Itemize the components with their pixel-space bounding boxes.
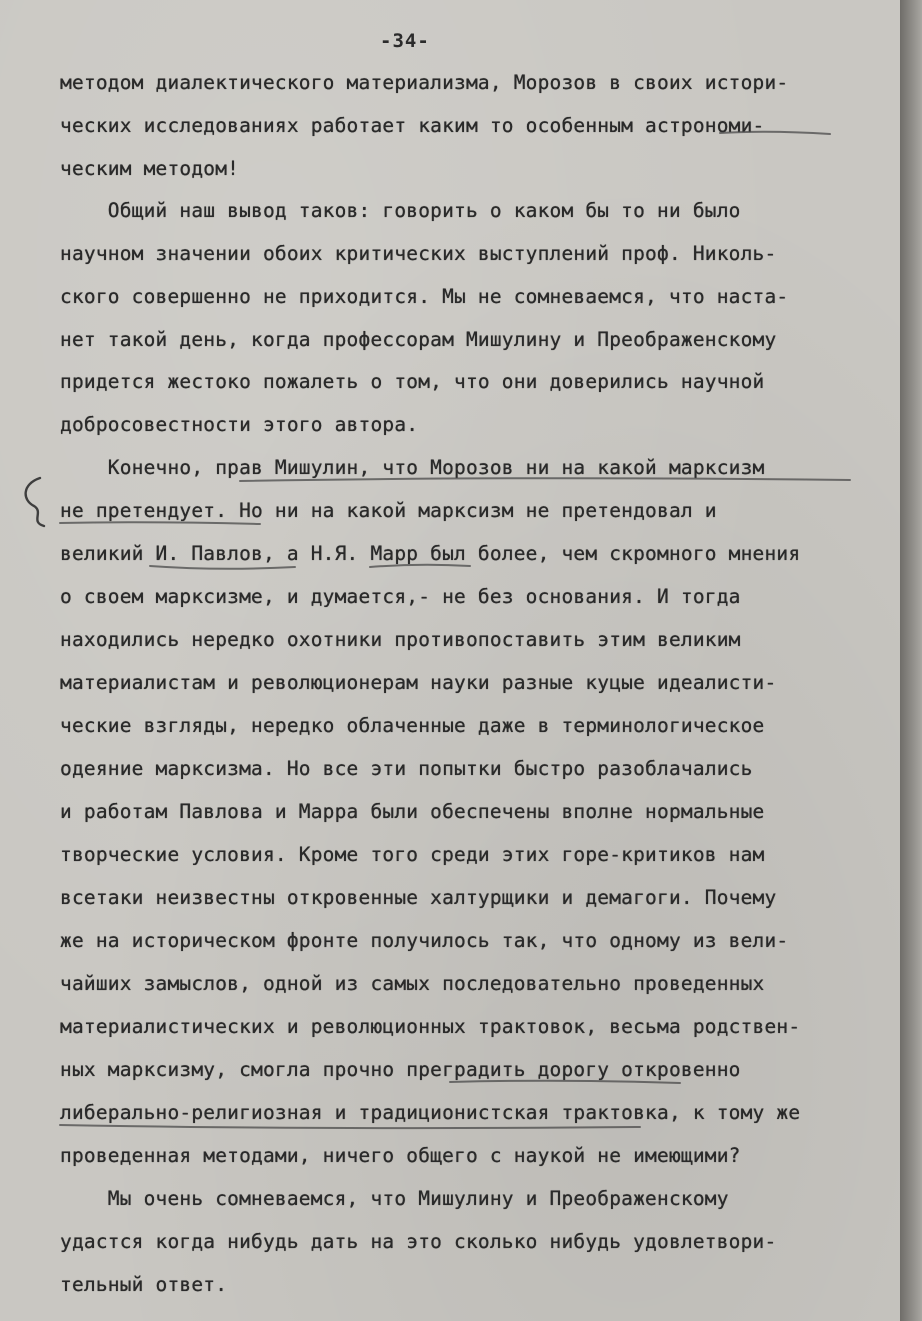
text-line: же на историческом фронте получилось так, что одному из вели-: [60, 929, 789, 952]
scan-edge: [900, 0, 922, 1321]
text-line: находились нередко охотники противопоставить этим великим: [60, 628, 741, 651]
text-line: ского совершенно не приходится. Мы не сомневаемся, что наста-: [60, 285, 789, 308]
text-line: тельный ответ.: [60, 1273, 228, 1296]
text-line: творческие условия. Кроме того среди этих горе-критиков нам: [60, 843, 765, 866]
text-line: и работам Павлова и Марра были обеспечены вполне нормальные: [60, 800, 765, 823]
text-line: ческих исследованиях работает каким то особенным астрономи-: [60, 114, 765, 137]
text-line: Конечно, прав Мишулин, что Морозов ни на какой марксизм: [60, 456, 765, 479]
text-line: Мы очень сомневаемся, что Мишулину и Преображенскому: [60, 1187, 729, 1210]
text-line: материалистам и революционерам науки разные куцые идеалисти-: [60, 671, 777, 694]
text-line: придется жестоко пожалеть о том, что они доверились научной: [60, 370, 765, 393]
text-line: материалистических и революционных трактовок, весьма родствен-: [60, 1015, 801, 1038]
margin-pencil-mark: [26, 478, 44, 526]
text-line: великий И. Павлов, а Н.Я. Марр был более, чем скромного мнения: [60, 542, 801, 565]
text-line: ческим методом!: [60, 157, 240, 180]
text-line: о своем марксизме, и думается,- не без основания. И тогда: [60, 585, 741, 608]
text-line: одеяние марксизма. Но все эти попытки быстро разоблачались: [60, 757, 753, 780]
text-line: добросовестности этого автора.: [60, 413, 419, 436]
text-line: нет такой день, когда профессорам Мишулину и Преображенскому: [60, 328, 777, 351]
text-line: методом диалектического материализма, Морозов в своих истори-: [60, 71, 789, 94]
text-line: проведенная методами, ничего общего с наукой не имеющими?: [60, 1144, 741, 1167]
text-line: научном значении обоих критических выступлений проф. Николь-: [60, 242, 777, 265]
text-line: не претендует. Но ни на какой марксизм не претендовал и: [60, 499, 717, 522]
text-line: либерально-религиозная и традиционистская трактовка, к тому же: [60, 1101, 801, 1124]
text-line: всетаки неизвестны откровенные халтурщики и демагоги. Почему: [60, 886, 777, 909]
text-line: удастся когда нибудь дать на это сколько нибудь удовлетвори-: [60, 1230, 777, 1253]
text-line: Общий наш вывод таков: говорить о каком бы то ни было: [60, 199, 741, 222]
text-line: ных марксизму, смогла прочно преградить дорогу откровенно: [60, 1058, 741, 1081]
page-number: -34-: [380, 30, 430, 52]
text-line: ческие взгляды, нередко облаченные даже в терминологическое: [60, 714, 765, 737]
text-line: чайших замыслов, одной из самых последовательно проведенных: [60, 972, 765, 995]
